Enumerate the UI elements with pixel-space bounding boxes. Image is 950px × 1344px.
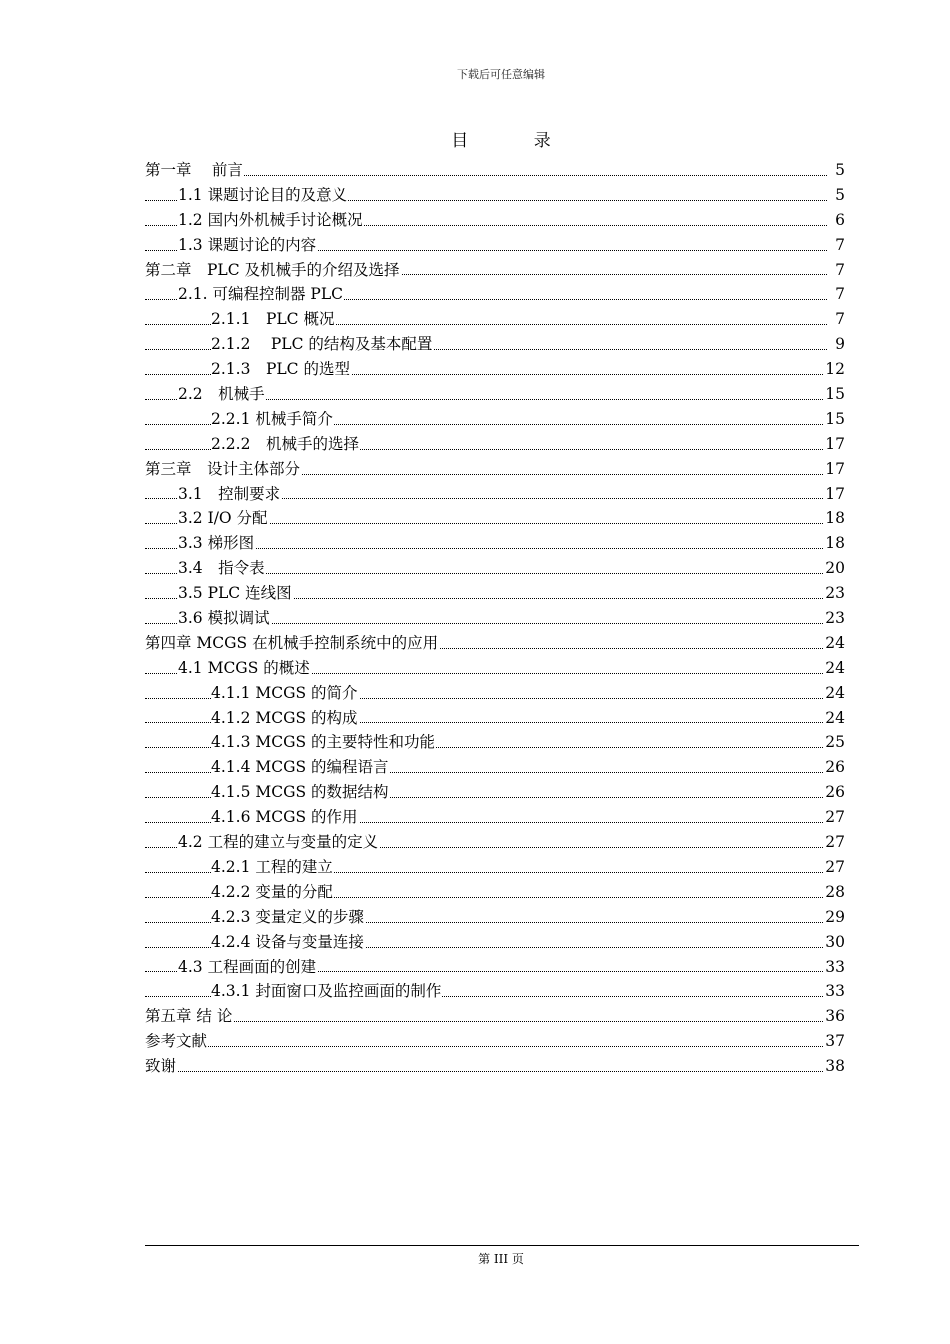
toc-entry-label: 3.1 控制要求: [178, 484, 281, 503]
toc-entry-page: 38: [824, 1054, 845, 1079]
toc-entry[interactable]: [145, 830, 845, 855]
toc-entry-page: 24: [824, 631, 845, 656]
toc-entry[interactable]: [145, 282, 845, 307]
toc-entry-page: 27: [824, 855, 845, 880]
toc-entry[interactable]: [145, 1029, 845, 1054]
toc-entry-page: 36: [824, 1004, 845, 1029]
footer-page-number: 第 III 页: [478, 1252, 524, 1266]
toc-entry[interactable]: [145, 706, 845, 731]
toc-entry-label: 4.2.3 变量定义的步骤: [211, 907, 364, 926]
toc-entry[interactable]: [145, 382, 845, 407]
toc-entry-label: 1.1 课题讨论目的及意义: [178, 185, 348, 204]
toc-entry-page: 7: [834, 282, 845, 307]
toc-entry[interactable]: [145, 730, 845, 755]
toc-entry-page: 15: [824, 407, 845, 432]
toc-entry[interactable]: [145, 656, 845, 681]
toc-entry-page: 15: [824, 382, 845, 407]
toc-entry-label: 2.1.2 PLC 的结构及基本配置: [211, 335, 433, 354]
toc-entry-page: 33: [824, 979, 845, 1004]
toc-entry-label: 2.1.3 PLC 的选型: [211, 360, 350, 379]
toc-entry-label: 4.1.2 MCGS 的构成: [211, 708, 358, 727]
toc-entry-page: 24: [824, 681, 845, 706]
toc-entry[interactable]: [145, 307, 845, 332]
toc-entry-page: 26: [824, 780, 845, 805]
toc-entry[interactable]: [145, 606, 845, 631]
toc-entry[interactable]: [145, 780, 845, 805]
toc-entry[interactable]: [145, 158, 845, 183]
toc-leader-dots: [145, 1021, 827, 1022]
toc-entry-page: 20: [824, 556, 845, 581]
toc-entry-page: 5: [834, 158, 845, 183]
toc-entry[interactable]: [145, 208, 845, 233]
toc-entry[interactable]: [145, 556, 845, 581]
toc-entry-label: 4.2.2 变量的分配: [211, 882, 333, 901]
toc-entry-label: 4.1.1 MCGS 的简介: [211, 683, 358, 702]
toc-entry-label: 致谢: [145, 1057, 177, 1076]
toc-entry-page: 33: [824, 955, 845, 980]
toc-entry[interactable]: [145, 681, 845, 706]
toc-entry[interactable]: [145, 482, 845, 507]
toc-title: 目 录: [451, 131, 581, 151]
toc-entry[interactable]: [145, 855, 845, 880]
footer-rule: [145, 1245, 859, 1246]
toc-entry[interactable]: [145, 631, 845, 656]
toc-entry-page: 37: [824, 1029, 845, 1054]
toc-entry[interactable]: [145, 357, 845, 382]
toc-entry[interactable]: [145, 880, 845, 905]
toc-entry-label: 第二章 PLC 及机械手的介绍及选择: [145, 260, 400, 279]
toc-entry-page: 12: [824, 357, 845, 382]
toc-entry-label: 4.1.6 MCGS 的作用: [211, 808, 358, 827]
toc-entry-label: 1.3 课题讨论的内容: [178, 235, 317, 254]
toc-leader-dots: [145, 1046, 827, 1047]
toc-entry-label: 3.4 指令表: [178, 559, 265, 578]
toc-entry-label: 3.2 I/O 分配: [178, 509, 268, 528]
toc-entry-page: 6: [834, 208, 845, 233]
toc-entry-page: 7: [834, 233, 845, 258]
toc-entry[interactable]: [145, 407, 845, 432]
toc-entry[interactable]: [145, 258, 845, 283]
toc-entry[interactable]: [145, 581, 845, 606]
toc-entry-page: 18: [824, 506, 845, 531]
toc-entry[interactable]: [145, 457, 845, 482]
toc-entry-page: 17: [824, 482, 845, 507]
toc-entry-label: 3.5 PLC 连线图: [178, 584, 292, 603]
toc-entry-label: 第五章 结 论: [145, 1007, 233, 1026]
toc-entry[interactable]: [145, 755, 845, 780]
toc-entry-label: 第四章 MCGS 在机械手控制系统中的应用: [145, 633, 439, 652]
toc-entry[interactable]: [145, 905, 845, 930]
toc-entry-label: 参考文献: [145, 1032, 208, 1051]
toc-entry-label: 2.1. 可编程控制器 PLC: [178, 285, 344, 304]
toc-entry-page: 28: [824, 880, 845, 905]
toc-entry-page: 23: [824, 606, 845, 631]
toc-entry-label: 第三章 设计主体部分: [145, 459, 301, 478]
toc-entry[interactable]: [145, 432, 845, 457]
toc-entry-page: 5: [834, 183, 845, 208]
toc-entry-page: 27: [824, 830, 845, 855]
toc-entry[interactable]: [145, 183, 845, 208]
toc-entry[interactable]: [145, 979, 845, 1004]
toc-entry-label: 4.2.1 工程的建立: [211, 857, 333, 876]
toc-entry[interactable]: [145, 1004, 845, 1029]
toc-entry[interactable]: [145, 1054, 845, 1079]
toc-entry-page: 24: [824, 656, 845, 681]
toc-entry[interactable]: [145, 955, 845, 980]
toc-entry-label: 2.2 机械手: [178, 385, 265, 404]
toc-entry-label: 第一章 前言: [145, 161, 243, 179]
toc-entry-label: 3.6 模拟调试: [178, 609, 270, 628]
toc-entry[interactable]: [145, 233, 845, 258]
toc-entry-page: 17: [824, 457, 845, 482]
toc-entry-label: 2.2.1 机械手简介: [211, 409, 333, 428]
toc-entry-label: 2.1.1 PLC 概况: [211, 310, 335, 329]
toc-entry[interactable]: [145, 332, 845, 357]
toc-entry-label: 4.1.4 MCGS 的编程语言: [211, 758, 389, 777]
toc-entry-page: 9: [834, 332, 845, 357]
toc-entry-page: 29: [824, 905, 845, 930]
toc-entry-page: 7: [834, 307, 845, 332]
toc-entry-page: 18: [824, 531, 845, 556]
toc-entry-page: 23: [824, 581, 845, 606]
toc-entry-label: 4.2 工程的建立与变量的定义: [178, 833, 379, 852]
toc-entry-page: 17: [824, 432, 845, 457]
toc-entry-label: 2.2.2 机械手的选择: [211, 434, 359, 453]
header-note: 下载后可任意编辑: [457, 68, 545, 81]
toc-entry[interactable]: [145, 506, 845, 531]
toc-entry-label: 4.1.5 MCGS 的数据结构: [211, 783, 389, 802]
toc-entry-label: 4.3.1 封面窗口及监控画面的制作: [211, 982, 442, 1001]
toc-entry-page: 27: [824, 805, 845, 830]
toc-entry-label: 3.3 梯形图: [178, 534, 255, 553]
toc-entry-label: 4.2.4 设备与变量连接: [211, 932, 364, 951]
toc-leader-dots: [145, 1071, 827, 1072]
toc-leader-dots: [145, 175, 827, 176]
toc-entry[interactable]: [145, 930, 845, 955]
toc-entry[interactable]: [145, 805, 845, 830]
toc-entry-page: 24: [824, 706, 845, 731]
table-of-contents: [145, 158, 845, 1079]
toc-entry-label: 1.2 国内外机械手讨论概况: [178, 210, 363, 229]
toc-entry-page: 30: [824, 930, 845, 955]
toc-entry-page: 7: [834, 258, 845, 283]
toc-entry[interactable]: [145, 531, 845, 556]
toc-entry-page: 26: [824, 755, 845, 780]
toc-entry-page: 25: [824, 730, 845, 755]
toc-entry-label: 4.1 MCGS 的概述: [178, 658, 310, 677]
toc-entry-label: 4.1.3 MCGS 的主要特性和功能: [211, 733, 436, 752]
toc-entry-label: 4.3 工程画面的创建: [178, 957, 317, 976]
